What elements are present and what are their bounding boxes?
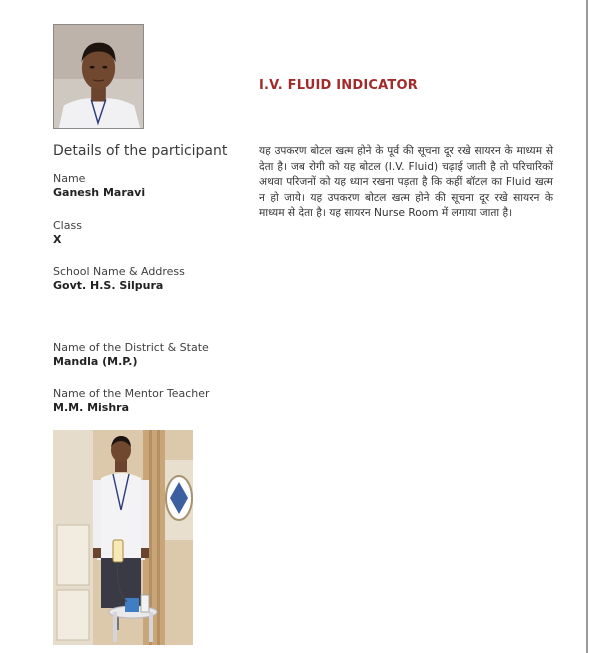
- field-district: [53, 341, 209, 369]
- field-name-label: Name: [53, 172, 86, 185]
- field-school-value: Govt. H.S. Silpura: [53, 279, 164, 292]
- field-school-label: School Name & Address: [53, 265, 185, 278]
- participant-details-heading: Details of the participant: [53, 143, 228, 159]
- field-mentor-label: Name of the Mentor Teacher: [53, 387, 210, 400]
- field-district-label: Name of the District & State: [53, 341, 209, 354]
- field-class: [53, 219, 82, 247]
- project-description: यह उपकरण बोटल खत्म होने के पूर्व की सूचना दूर रखे सायरन के माध्यम से देता है। जब रोगी को यह बोटल (I.V. Fluid) चढ़ाई जाती है तो परिचारिकों अथवा परिजनों को यह ध्यान रखना पड़ता है कि कहीं बॉटल का Fluid खत्म न हो जाये। यह उपकरण बोटल खत्म होने की सूचना दूर रखे सायरन के माध्यम से देता है। यह सायरन Nurse Room में लगाया जाता है।: [259, 145, 553, 220]
- field-school: [53, 265, 185, 293]
- field-mentor-value: M.M. Mishra: [53, 401, 130, 414]
- field-name-value: Ganesh Maravi: [53, 186, 146, 199]
- field-name: [53, 172, 145, 200]
- participant-with-device-photo: [53, 430, 193, 645]
- field-district-value: Mandla (M.P.): [53, 355, 138, 368]
- field-class-value: X: [53, 233, 62, 246]
- page-edge-divider: [586, 0, 588, 653]
- project-title: I.V. FLUID INDICATOR: [259, 78, 418, 93]
- field-class-label: Class: [53, 219, 82, 232]
- field-mentor: [53, 387, 210, 415]
- participant-portrait-photo: [53, 24, 144, 129]
